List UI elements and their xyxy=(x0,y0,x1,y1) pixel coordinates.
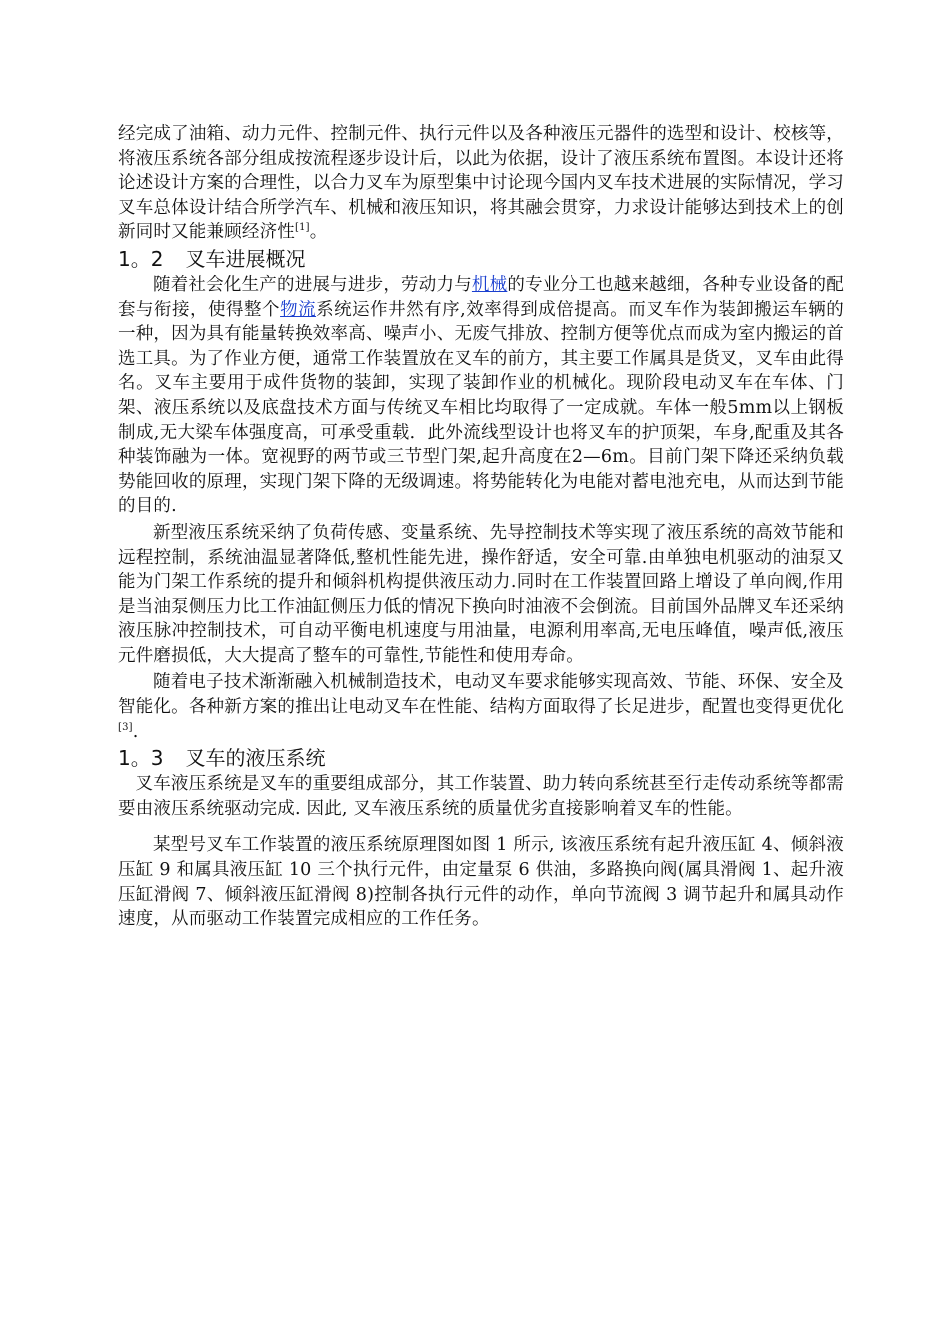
schematic-description-paragraph xyxy=(118,833,844,931)
hydraulic-system-paragraph xyxy=(118,521,844,669)
schematic-text: 某型号叉车工作装置的液压系统原理图如图 1 所示, 该液压系统有起升液压缸 4、倾斜液压缸 9 和属具液压缸 10 三个执行元件，由定量泵 6 供油，多路换向阀(属具滑阀 1、起升液压缸滑阀 7、倾斜液压缸滑阀 8)控制各执行元件的动作，单向节流阀 3 调节起升和属具动作速度，从而驱动工作装置完成相应的工作任务。 xyxy=(118,835,844,930)
development-paragraph xyxy=(118,273,844,519)
electronics-paragraph xyxy=(118,670,844,744)
development-text-3: 系统运作井然有序,效率得到成倍提高。而叉车作为装卸搬运车辆的一种，因为具有能量转换效率高、噪声小、无废气排放、控制方便等优点而成为室内搬运的首选工具。为了作业方便，通常工作装置放在叉车的前方，其主要工作属具是货叉，叉车由此得名。叉车主要用于成件货物的装卸，实现了装卸作业的机械化。现阶段电动叉车在车体、门架、液压系统以及底盘技术方面与传统叉车相比均取得了一定成就。车体一般5mm以上钢板制成,无大梁车体强度高，可承受重载．此外流线型设计也将叉车的护顶架，车身,配重及其各种装饰融为一体。宽视野的两节或三节型门架,起升高度在2—6m。目前门架下降还采纳负载势能回收的原理，实现门架下降的无级调速。将势能转化为电能对蓄电池充电，从而达到节能的目的. xyxy=(118,299,844,517)
machinery-link[interactable]: 机械 xyxy=(471,274,508,295)
intro-paragraph xyxy=(118,122,844,245)
document-page xyxy=(118,122,844,932)
section-number: 1。2 xyxy=(118,246,164,271)
forklift-hydraulic-paragraph xyxy=(118,772,844,821)
section-title: 叉车的液压系统 xyxy=(185,746,326,771)
section-heading-1-2 xyxy=(118,245,844,273)
electronics-end: . xyxy=(132,721,139,742)
development-text-1: 随着社会化生产的进展与进步，劳动力与 xyxy=(153,274,472,295)
development-text-2: 的专业分工也越来越细，各种专业设备的配套与衔接，使得整个 xyxy=(118,274,844,320)
intro-text: 经完成了油箱、动力元件、控制元件、执行元件以及各种液压元器件的选型和设计、校核等，将液压系统各部分组成按流程逐步设计后，以此为依据，设计了液压系统布置图。本设计还将论述设计方案的合理性，以合力叉车为原型集中讨论现今国内叉车技术进展的实际情况，学习叉车总体设计结合所学汽车、机械和液压知识，将其融会贯穿，力求设计能够达到技术上的创新同时又能兼顾经济性 xyxy=(118,124,844,243)
hydraulic-text: 新型液压系统采纳了负荷传感、变量系统、先导控制技术等实现了液压系统的高效节能和远程控制，系统油温显著降低,整机性能先进，操作舒适，安全可靠.由单独电机驱动的油泵又能为门架工作系统的提升和倾斜机构提供液压动力.同时在工作装置回路上增设了单向阀,作用是当油泵侧压力比工作油缸侧压力低的情况下换向时油液不会倒流。目前国外品牌叉车还采纳液压脉冲控制技术，可自动平衡电机速度与用油量，电源利用率高,无电压峰值，噪声低,液压元件磨损低，大大提高了整车的可靠性,节能性和使用寿命。 xyxy=(118,522,844,666)
logistics-link[interactable]: 物流 xyxy=(280,299,317,320)
citation-1: [1] xyxy=(295,222,310,234)
electronics-text: 随着电子技术渐渐融入机械制造技术，电动叉车要求能够实现高效、节能、环保、安全及智能化。各种新方案的推出让电动叉车在性能、结构方面取得了长足进步，配置也变得更优化 xyxy=(118,672,844,718)
section-heading-1-3 xyxy=(118,744,844,772)
citation-3: [3] xyxy=(118,721,133,733)
section-number: 1。3 xyxy=(118,746,164,771)
forklift-hydraulic-text: 叉车液压系统是叉车的重要组成部分，其工作装置、助力转向系统甚至行走传动系统等都需要由液压系统驱动完成. 因此, 叉车液压系统的质量优劣直接影响着叉车的性能。 xyxy=(118,774,844,819)
intro-end: 。 xyxy=(309,222,328,243)
section-title: 叉车进展概况 xyxy=(185,246,306,271)
